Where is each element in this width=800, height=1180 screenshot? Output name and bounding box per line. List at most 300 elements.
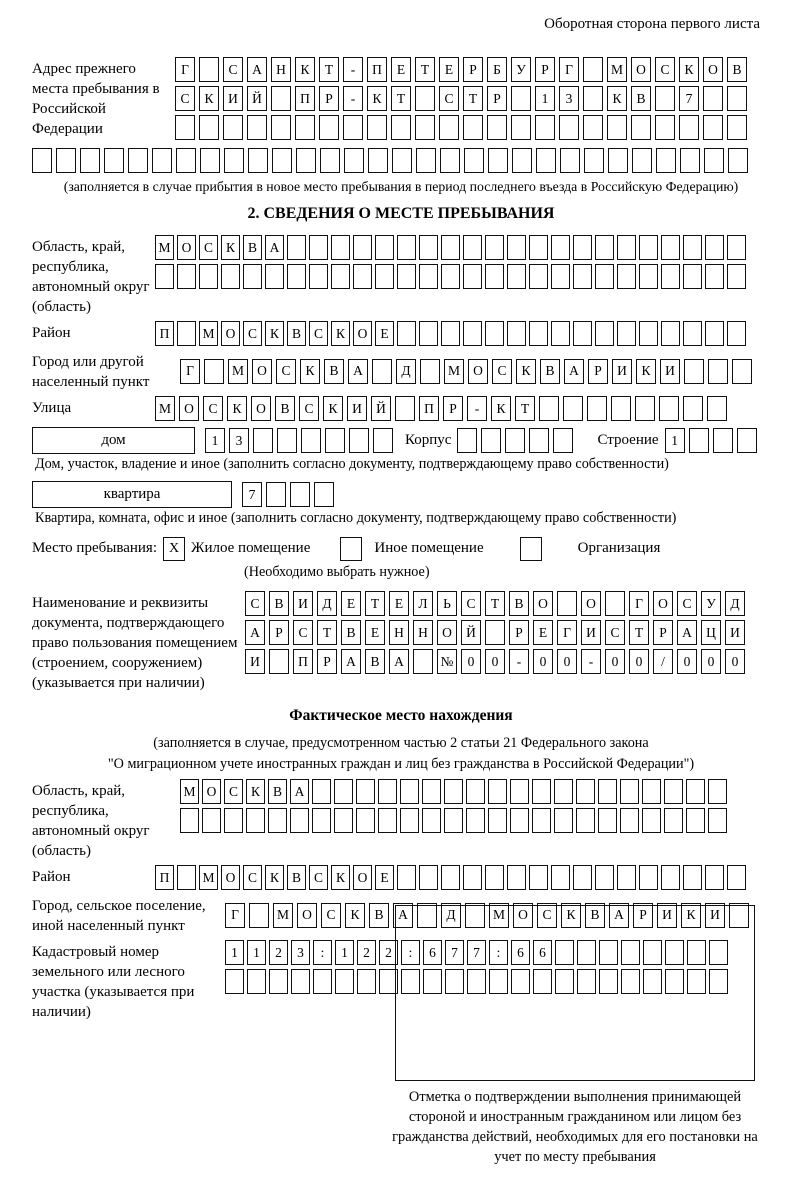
char-cell[interactable]: У bbox=[511, 57, 531, 82]
char-cell[interactable]: А bbox=[389, 649, 409, 674]
char-cell[interactable]: К bbox=[227, 396, 247, 421]
char-cell[interactable] bbox=[583, 86, 603, 111]
char-cell[interactable]: С bbox=[293, 620, 313, 645]
char-cell[interactable] bbox=[481, 428, 501, 453]
char-cell[interactable] bbox=[683, 865, 702, 890]
char-cell[interactable]: Р bbox=[487, 86, 507, 111]
char-cell[interactable] bbox=[296, 148, 316, 173]
char-cell[interactable]: С bbox=[321, 903, 341, 928]
char-cell[interactable] bbox=[397, 235, 416, 260]
char-cell[interactable]: М bbox=[489, 903, 509, 928]
char-cell[interactable]: 0 bbox=[533, 649, 553, 674]
char-cell[interactable]: 3 bbox=[559, 86, 579, 111]
char-cell[interactable]: С bbox=[245, 591, 265, 616]
char-cell[interactable]: О bbox=[221, 321, 240, 346]
char-cell[interactable]: 0 bbox=[725, 649, 745, 674]
char-cell[interactable] bbox=[439, 115, 459, 140]
char-cell[interactable] bbox=[553, 428, 573, 453]
char-cell[interactable]: Е bbox=[389, 591, 409, 616]
char-cell[interactable]: О bbox=[221, 865, 240, 890]
char-cell[interactable] bbox=[441, 235, 460, 260]
char-cell[interactable] bbox=[331, 235, 350, 260]
char-cell[interactable] bbox=[485, 321, 504, 346]
char-cell[interactable] bbox=[320, 148, 340, 173]
char-cell[interactable] bbox=[689, 428, 709, 453]
char-cell[interactable] bbox=[617, 264, 636, 289]
char-cell[interactable] bbox=[607, 115, 627, 140]
char-cell[interactable]: К bbox=[199, 86, 219, 111]
char-cell[interactable]: 0 bbox=[557, 649, 577, 674]
char-cell[interactable]: Е bbox=[533, 620, 553, 645]
char-cell[interactable] bbox=[684, 359, 704, 384]
char-cell[interactable] bbox=[444, 808, 463, 833]
char-cell[interactable]: А bbox=[564, 359, 584, 384]
char-cell[interactable]: К bbox=[491, 396, 511, 421]
char-cell[interactable]: 1 bbox=[247, 940, 266, 965]
char-cell[interactable]: 0 bbox=[629, 649, 649, 674]
char-cell[interactable] bbox=[419, 235, 438, 260]
char-cell[interactable] bbox=[655, 115, 675, 140]
char-cell[interactable]: А bbox=[348, 359, 368, 384]
char-cell[interactable] bbox=[583, 57, 603, 82]
char-cell[interactable] bbox=[334, 779, 353, 804]
char-cell[interactable]: А bbox=[393, 903, 413, 928]
char-cell[interactable] bbox=[485, 235, 504, 260]
char-cell[interactable]: 6 bbox=[511, 940, 530, 965]
char-cell[interactable]: С bbox=[537, 903, 557, 928]
char-cell[interactable]: Р bbox=[633, 903, 653, 928]
char-cell[interactable]: Т bbox=[391, 86, 411, 111]
char-cell[interactable] bbox=[617, 235, 636, 260]
char-cell[interactable]: Д bbox=[396, 359, 416, 384]
char-cell[interactable] bbox=[290, 808, 309, 833]
char-cell[interactable] bbox=[551, 264, 570, 289]
char-cell[interactable]: Г bbox=[557, 620, 577, 645]
char-cell[interactable]: Т bbox=[317, 620, 337, 645]
char-cell[interactable]: О bbox=[653, 591, 673, 616]
char-cell[interactable]: 7 bbox=[467, 940, 486, 965]
char-cell[interactable] bbox=[335, 969, 354, 994]
char-cell[interactable]: В bbox=[268, 779, 287, 804]
char-cell[interactable] bbox=[639, 865, 658, 890]
char-cell[interactable] bbox=[485, 264, 504, 289]
char-cell[interactable] bbox=[248, 148, 268, 173]
char-cell[interactable] bbox=[573, 235, 592, 260]
char-cell[interactable] bbox=[176, 148, 196, 173]
char-cell[interactable] bbox=[727, 264, 746, 289]
char-cell[interactable]: : bbox=[401, 940, 420, 965]
char-cell[interactable]: И bbox=[245, 649, 265, 674]
char-cell[interactable]: : bbox=[489, 940, 508, 965]
char-cell[interactable] bbox=[420, 359, 440, 384]
char-cell[interactable] bbox=[344, 148, 364, 173]
char-cell[interactable] bbox=[464, 148, 484, 173]
char-cell[interactable]: Г bbox=[175, 57, 195, 82]
char-cell[interactable] bbox=[635, 396, 655, 421]
char-cell[interactable]: К bbox=[516, 359, 536, 384]
char-cell[interactable]: Т bbox=[629, 620, 649, 645]
char-cell[interactable] bbox=[56, 148, 76, 173]
char-cell[interactable]: О bbox=[353, 865, 372, 890]
char-cell[interactable] bbox=[559, 115, 579, 140]
char-cell[interactable] bbox=[664, 779, 683, 804]
char-cell[interactable] bbox=[225, 969, 244, 994]
char-cell[interactable]: П bbox=[367, 57, 387, 82]
char-cell[interactable] bbox=[535, 115, 555, 140]
char-cell[interactable]: И bbox=[347, 396, 367, 421]
char-cell[interactable]: Н bbox=[413, 620, 433, 645]
char-cell[interactable] bbox=[415, 86, 435, 111]
char-cell[interactable]: Р bbox=[463, 57, 483, 82]
char-cell[interactable]: К bbox=[323, 396, 343, 421]
char-cell[interactable] bbox=[727, 321, 746, 346]
char-cell[interactable]: М bbox=[199, 321, 218, 346]
char-cell[interactable] bbox=[378, 779, 397, 804]
char-cell[interactable] bbox=[598, 779, 617, 804]
char-cell[interactable]: О bbox=[353, 321, 372, 346]
char-cell[interactable] bbox=[422, 779, 441, 804]
char-cell[interactable] bbox=[155, 264, 174, 289]
char-cell[interactable] bbox=[444, 779, 463, 804]
char-cell[interactable] bbox=[463, 264, 482, 289]
char-cell[interactable]: Е bbox=[365, 620, 385, 645]
char-cell[interactable]: А bbox=[245, 620, 265, 645]
char-cell[interactable]: 7 bbox=[679, 86, 699, 111]
char-cell[interactable]: А bbox=[265, 235, 284, 260]
char-cell[interactable] bbox=[314, 482, 334, 507]
char-cell[interactable]: О bbox=[179, 396, 199, 421]
char-cell[interactable] bbox=[419, 321, 438, 346]
char-cell[interactable] bbox=[536, 148, 556, 173]
char-cell[interactable] bbox=[683, 235, 702, 260]
char-cell[interactable] bbox=[703, 86, 723, 111]
char-cell[interactable] bbox=[224, 148, 244, 173]
char-cell[interactable]: А bbox=[247, 57, 267, 82]
char-cell[interactable]: - bbox=[581, 649, 601, 674]
char-cell[interactable] bbox=[507, 235, 526, 260]
char-cell[interactable]: О bbox=[177, 235, 196, 260]
char-cell[interactable] bbox=[175, 115, 195, 140]
char-cell[interactable]: В bbox=[631, 86, 651, 111]
char-cell[interactable] bbox=[269, 969, 288, 994]
char-cell[interactable] bbox=[661, 264, 680, 289]
char-cell[interactable] bbox=[485, 620, 505, 645]
char-cell[interactable] bbox=[532, 779, 551, 804]
char-cell[interactable] bbox=[343, 115, 363, 140]
char-cell[interactable] bbox=[466, 779, 485, 804]
char-cell[interactable]: Г bbox=[225, 903, 245, 928]
char-cell[interactable]: К bbox=[679, 57, 699, 82]
char-cell[interactable]: К bbox=[345, 903, 365, 928]
char-cell[interactable]: В bbox=[243, 235, 262, 260]
char-cell[interactable]: И bbox=[725, 620, 745, 645]
char-cell[interactable] bbox=[732, 359, 752, 384]
char-cell[interactable]: С bbox=[605, 620, 625, 645]
char-cell[interactable] bbox=[642, 779, 661, 804]
char-cell[interactable] bbox=[375, 235, 394, 260]
char-cell[interactable]: С bbox=[223, 57, 243, 82]
char-cell[interactable] bbox=[356, 808, 375, 833]
char-cell[interactable] bbox=[737, 428, 757, 453]
char-cell[interactable] bbox=[554, 779, 573, 804]
char-cell[interactable] bbox=[269, 649, 289, 674]
char-cell[interactable] bbox=[177, 264, 196, 289]
char-cell[interactable]: К bbox=[367, 86, 387, 111]
char-cell[interactable] bbox=[510, 779, 529, 804]
char-cell[interactable] bbox=[551, 865, 570, 890]
char-cell[interactable]: П bbox=[155, 321, 174, 346]
char-cell[interactable] bbox=[642, 808, 661, 833]
char-cell[interactable] bbox=[349, 428, 369, 453]
char-cell[interactable] bbox=[295, 115, 315, 140]
char-cell[interactable] bbox=[266, 482, 286, 507]
char-cell[interactable]: К bbox=[331, 865, 350, 890]
char-cell[interactable]: П bbox=[295, 86, 315, 111]
char-cell[interactable]: В bbox=[287, 865, 306, 890]
char-cell[interactable]: К bbox=[221, 235, 240, 260]
char-cell[interactable] bbox=[152, 148, 172, 173]
char-cell[interactable] bbox=[529, 235, 548, 260]
char-cell[interactable] bbox=[367, 115, 387, 140]
char-cell[interactable]: - bbox=[467, 396, 487, 421]
char-cell[interactable] bbox=[727, 86, 747, 111]
char-cell[interactable]: С bbox=[309, 865, 328, 890]
char-cell[interactable]: 6 bbox=[423, 940, 442, 965]
char-cell[interactable]: 0 bbox=[677, 649, 697, 674]
char-cell[interactable] bbox=[221, 264, 240, 289]
char-cell[interactable]: Р bbox=[535, 57, 555, 82]
char-cell[interactable]: Д bbox=[441, 903, 461, 928]
char-cell[interactable] bbox=[705, 321, 724, 346]
char-cell[interactable]: И bbox=[612, 359, 632, 384]
char-cell[interactable] bbox=[595, 264, 614, 289]
char-cell[interactable] bbox=[510, 808, 529, 833]
char-cell[interactable] bbox=[373, 428, 393, 453]
char-cell[interactable] bbox=[656, 148, 676, 173]
char-cell[interactable] bbox=[686, 808, 705, 833]
char-cell[interactable]: Т bbox=[515, 396, 535, 421]
char-cell[interactable]: И bbox=[660, 359, 680, 384]
char-cell[interactable]: О bbox=[631, 57, 651, 82]
char-cell[interactable]: В bbox=[509, 591, 529, 616]
char-cell[interactable]: 2 bbox=[269, 940, 288, 965]
char-cell[interactable] bbox=[463, 235, 482, 260]
char-cell[interactable]: 7 bbox=[445, 940, 464, 965]
char-cell[interactable] bbox=[683, 321, 702, 346]
char-cell[interactable]: О bbox=[437, 620, 457, 645]
char-cell[interactable]: 1 bbox=[535, 86, 555, 111]
char-cell[interactable] bbox=[639, 321, 658, 346]
char-cell[interactable]: К bbox=[295, 57, 315, 82]
char-cell[interactable] bbox=[441, 865, 460, 890]
char-cell[interactable]: Р bbox=[269, 620, 289, 645]
char-cell[interactable]: Т bbox=[463, 86, 483, 111]
char-cell[interactable] bbox=[356, 779, 375, 804]
char-cell[interactable] bbox=[177, 321, 196, 346]
char-cell[interactable]: 2 bbox=[357, 940, 376, 965]
char-cell[interactable] bbox=[291, 969, 310, 994]
char-cell[interactable] bbox=[319, 115, 339, 140]
char-cell[interactable] bbox=[704, 148, 724, 173]
char-cell[interactable] bbox=[309, 235, 328, 260]
char-cell[interactable]: - bbox=[343, 57, 363, 82]
char-cell[interactable]: 6 bbox=[533, 940, 552, 965]
char-cell[interactable]: О bbox=[252, 359, 272, 384]
char-cell[interactable] bbox=[511, 115, 531, 140]
char-cell[interactable] bbox=[325, 428, 345, 453]
char-cell[interactable]: Б bbox=[487, 57, 507, 82]
char-cell[interactable] bbox=[253, 428, 273, 453]
char-cell[interactable] bbox=[595, 865, 614, 890]
char-cell[interactable] bbox=[529, 264, 548, 289]
char-cell[interactable]: О bbox=[703, 57, 723, 82]
char-cell[interactable] bbox=[551, 321, 570, 346]
char-cell[interactable] bbox=[539, 396, 559, 421]
char-cell[interactable]: 3 bbox=[291, 940, 310, 965]
char-cell[interactable] bbox=[727, 235, 746, 260]
char-cell[interactable] bbox=[353, 235, 372, 260]
char-cell[interactable] bbox=[507, 865, 526, 890]
char-cell[interactable] bbox=[247, 115, 267, 140]
char-cell[interactable]: Т bbox=[485, 591, 505, 616]
char-cell[interactable] bbox=[287, 264, 306, 289]
char-cell[interactable]: С bbox=[439, 86, 459, 111]
char-cell[interactable] bbox=[177, 865, 196, 890]
char-cell[interactable] bbox=[395, 396, 415, 421]
char-cell[interactable] bbox=[331, 264, 350, 289]
char-cell[interactable]: К bbox=[681, 903, 701, 928]
char-cell[interactable] bbox=[415, 115, 435, 140]
char-cell[interactable] bbox=[576, 808, 595, 833]
char-cell[interactable] bbox=[287, 235, 306, 260]
char-cell[interactable]: В bbox=[540, 359, 560, 384]
char-cell[interactable]: Й bbox=[371, 396, 391, 421]
char-cell[interactable] bbox=[413, 649, 433, 674]
char-cell[interactable] bbox=[488, 148, 508, 173]
char-cell[interactable] bbox=[683, 396, 703, 421]
char-cell[interactable]: Г bbox=[180, 359, 200, 384]
char-cell[interactable] bbox=[422, 808, 441, 833]
char-cell[interactable]: И bbox=[293, 591, 313, 616]
char-cell[interactable]: В bbox=[269, 591, 289, 616]
char-cell[interactable] bbox=[397, 321, 416, 346]
char-cell[interactable] bbox=[631, 115, 651, 140]
char-cell[interactable]: Е bbox=[391, 57, 411, 82]
char-cell[interactable] bbox=[312, 779, 331, 804]
char-cell[interactable] bbox=[202, 808, 221, 833]
char-cell[interactable]: Д bbox=[725, 591, 745, 616]
char-cell[interactable]: С bbox=[276, 359, 296, 384]
char-cell[interactable]: В bbox=[287, 321, 306, 346]
char-cell[interactable] bbox=[463, 321, 482, 346]
char-cell[interactable]: М bbox=[199, 865, 218, 890]
char-cell[interactable]: Й bbox=[247, 86, 267, 111]
char-cell[interactable]: И bbox=[581, 620, 601, 645]
char-cell[interactable] bbox=[249, 903, 269, 928]
char-cell[interactable] bbox=[397, 264, 416, 289]
char-cell[interactable] bbox=[686, 779, 705, 804]
char-cell[interactable] bbox=[661, 235, 680, 260]
char-cell[interactable] bbox=[200, 148, 220, 173]
char-cell[interactable]: М bbox=[273, 903, 293, 928]
char-cell[interactable] bbox=[583, 115, 603, 140]
char-cell[interactable] bbox=[655, 86, 675, 111]
char-cell[interactable] bbox=[334, 808, 353, 833]
char-cell[interactable] bbox=[659, 396, 679, 421]
char-cell[interactable]: С bbox=[309, 321, 328, 346]
char-cell[interactable]: Е bbox=[375, 865, 394, 890]
char-cell[interactable] bbox=[620, 779, 639, 804]
char-cell[interactable]: - bbox=[343, 86, 363, 111]
char-cell[interactable]: С bbox=[175, 86, 195, 111]
char-cell[interactable] bbox=[529, 865, 548, 890]
char-cell[interactable] bbox=[457, 428, 477, 453]
char-cell[interactable]: Й bbox=[461, 620, 481, 645]
char-cell[interactable]: К bbox=[246, 779, 265, 804]
char-cell[interactable]: Е bbox=[439, 57, 459, 82]
char-cell[interactable]: О bbox=[533, 591, 553, 616]
char-cell[interactable]: С bbox=[461, 591, 481, 616]
char-cell[interactable] bbox=[372, 359, 392, 384]
char-cell[interactable]: 3 bbox=[229, 428, 249, 453]
char-cell[interactable] bbox=[463, 115, 483, 140]
char-cell[interactable] bbox=[378, 808, 397, 833]
char-cell[interactable] bbox=[529, 428, 549, 453]
char-cell[interactable]: Г bbox=[559, 57, 579, 82]
char-cell[interactable] bbox=[661, 321, 680, 346]
char-cell[interactable] bbox=[204, 359, 224, 384]
char-cell[interactable]: И bbox=[705, 903, 725, 928]
char-cell[interactable]: Е bbox=[375, 321, 394, 346]
char-cell[interactable] bbox=[441, 264, 460, 289]
char-cell[interactable] bbox=[199, 264, 218, 289]
char-cell[interactable]: С bbox=[655, 57, 675, 82]
char-cell[interactable] bbox=[466, 808, 485, 833]
char-cell[interactable] bbox=[507, 264, 526, 289]
char-cell[interactable]: Д bbox=[317, 591, 337, 616]
char-cell[interactable] bbox=[664, 808, 683, 833]
char-cell[interactable] bbox=[272, 148, 292, 173]
char-cell[interactable] bbox=[400, 779, 419, 804]
char-cell[interactable]: С bbox=[224, 779, 243, 804]
char-cell[interactable] bbox=[708, 808, 727, 833]
char-cell[interactable]: С bbox=[243, 865, 262, 890]
char-cell[interactable]: М bbox=[155, 396, 175, 421]
char-cell[interactable] bbox=[727, 865, 746, 890]
char-cell[interactable]: М bbox=[155, 235, 174, 260]
char-cell[interactable]: О bbox=[297, 903, 317, 928]
char-cell[interactable]: 1 bbox=[225, 940, 244, 965]
char-cell[interactable] bbox=[487, 115, 507, 140]
char-cell[interactable]: Р bbox=[319, 86, 339, 111]
char-cell[interactable] bbox=[199, 115, 219, 140]
char-cell[interactable] bbox=[708, 779, 727, 804]
char-cell[interactable] bbox=[265, 264, 284, 289]
char-cell[interactable] bbox=[705, 865, 724, 890]
char-cell[interactable]: Р bbox=[509, 620, 529, 645]
char-cell[interactable] bbox=[551, 235, 570, 260]
char-cell[interactable]: / bbox=[653, 649, 673, 674]
char-cell[interactable] bbox=[180, 808, 199, 833]
char-cell[interactable]: К bbox=[265, 321, 284, 346]
char-cell[interactable]: Р bbox=[443, 396, 463, 421]
char-cell[interactable]: Р bbox=[588, 359, 608, 384]
char-cell[interactable]: К bbox=[300, 359, 320, 384]
char-cell[interactable] bbox=[104, 148, 124, 173]
char-cell[interactable]: А bbox=[609, 903, 629, 928]
char-cell[interactable] bbox=[728, 148, 748, 173]
char-cell[interactable]: В bbox=[727, 57, 747, 82]
